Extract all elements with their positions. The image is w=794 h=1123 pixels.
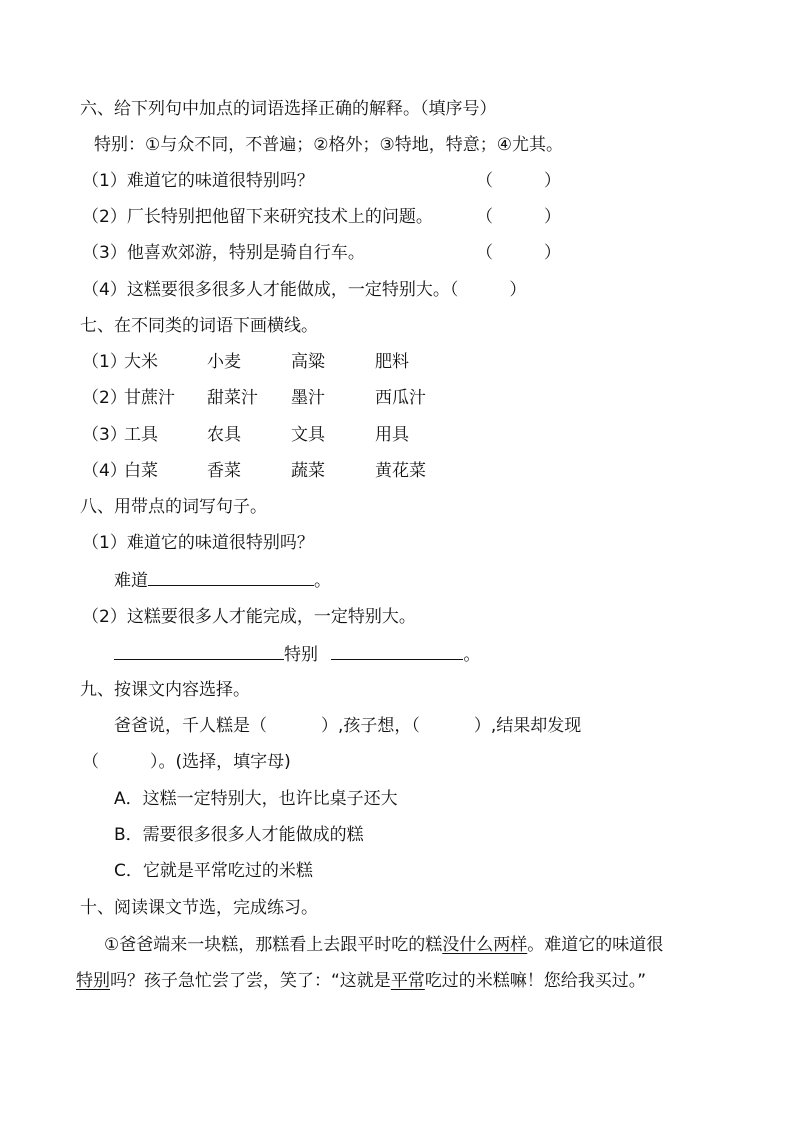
q6-answer-paren-2[interactable]: （ ） — [476, 207, 561, 227]
passage-text: 吃过的米糕嘛！您给我买过。” — [424, 971, 647, 991]
q6-item-2: （2）厂长特别把他留下来研究技术上的问题。 — [82, 207, 433, 227]
q7-word[interactable]: 西瓜汁 — [375, 388, 426, 408]
q7-row-1-num: （1） — [82, 352, 127, 372]
q8-item-2: （2）这糕要很多人才能完成，一定特别大。 — [82, 607, 416, 627]
q7-word[interactable]: 墨汁 — [291, 388, 325, 408]
q7-word[interactable]: 甜菜汁 — [207, 388, 258, 408]
q6-item-1: （1）难道它的味道很特别吗？ — [82, 171, 314, 191]
q10-heading: 十、阅读课文节选，完成练习。 — [80, 898, 318, 918]
q7-word[interactable]: 白菜 — [124, 461, 158, 481]
q10-passage-line-1 — [104, 934, 663, 956]
passage-text: ①爸爸端来一块糕，那糕看上去跟平时吃的糕 — [104, 935, 443, 955]
q8-answer-line-1 — [114, 569, 331, 591]
q10-passage-line-2 — [76, 970, 646, 992]
q9-sentence — [114, 715, 581, 737]
q7-word[interactable]: 农具 — [207, 425, 241, 445]
q7-word[interactable]: 小麦 — [207, 352, 241, 372]
q9-text-b: ）,孩子想，（ — [321, 716, 420, 736]
q8-heading: 八、用带点的词写句子。 — [80, 497, 267, 517]
passage-text: 吗？孩子急忙尝了尝，笑了：“这就是 — [110, 971, 391, 991]
q8-blank-2b[interactable] — [331, 643, 463, 660]
passage-text: 。难道它的味道很 — [527, 935, 664, 955]
q7-word[interactable]: 工具 — [124, 425, 158, 445]
underlined-word: 特别 — [76, 971, 110, 991]
q7-word[interactable]: 用具 — [375, 425, 409, 445]
q9-heading: 九、按课文内容选择。 — [80, 680, 250, 700]
q7-word[interactable]: 甘蔗汁 — [124, 388, 175, 408]
q7-row-3-num: （3） — [82, 425, 127, 445]
q8-prefix: 难道 — [114, 571, 148, 591]
underlined-phrase: 没什么两样 — [442, 935, 528, 955]
q9-text-c: ）,结果却发现 — [473, 716, 582, 736]
q9-option-b[interactable]: B．需要很多很多人才能做成的糕 — [114, 825, 364, 845]
q7-word[interactable]: 大米 — [124, 352, 158, 372]
q8-blank-2a[interactable] — [114, 643, 284, 660]
q7-row-4-num: （4） — [82, 461, 127, 481]
q8-mid-word: 特别 — [284, 645, 318, 665]
q6-answer-paren-1[interactable]: （ ） — [476, 171, 561, 191]
q8-item-1: （1）难道它的味道很特别吗？ — [82, 533, 314, 553]
q8-end: 。 — [314, 571, 331, 591]
q6-item-4: （4）这糕要很多很多人才能做成，一定特别大。（ ） — [82, 280, 527, 300]
q9-text-a: 爸爸说，千人糕是（ — [114, 716, 267, 736]
q7-word[interactable]: 文具 — [291, 425, 325, 445]
q7-word[interactable]: 香菜 — [207, 461, 241, 481]
q6-definitions: 特别：①与众不同，不普遍；②格外；③特地，特意；④尤其。 — [94, 135, 563, 155]
q6-answer-paren-3[interactable]: （ ） — [476, 243, 561, 263]
underlined-word: 平常 — [390, 971, 425, 991]
q6-item-3: （3）他喜欢郊游，特别是骑自行车。 — [82, 243, 365, 263]
q8-end-2: 。 — [463, 645, 481, 665]
q9-option-c[interactable]: C．它就是平常吃过的米糕 — [114, 861, 313, 881]
q7-heading: 七、在不同类的词语下画横线。 — [80, 316, 318, 336]
q7-row-2-num: （2） — [82, 388, 127, 408]
q6-heading: 六、给下列句中加点的词语选择正确的解释。（填序号） — [80, 99, 497, 119]
q9-option-a[interactable]: A．这糕一定特别大，也许比桌子还大 — [114, 789, 398, 809]
q8-blank-1[interactable] — [148, 569, 314, 586]
q7-word[interactable]: 蔬菜 — [291, 461, 325, 481]
q9-line-2: （ ）。(选择，填字母) — [82, 752, 291, 772]
q7-word[interactable]: 黄花菜 — [375, 461, 426, 481]
q7-word[interactable]: 肥料 — [375, 352, 409, 372]
q7-word[interactable]: 高粱 — [291, 352, 325, 372]
q8-answer-line-2 — [114, 643, 480, 665]
